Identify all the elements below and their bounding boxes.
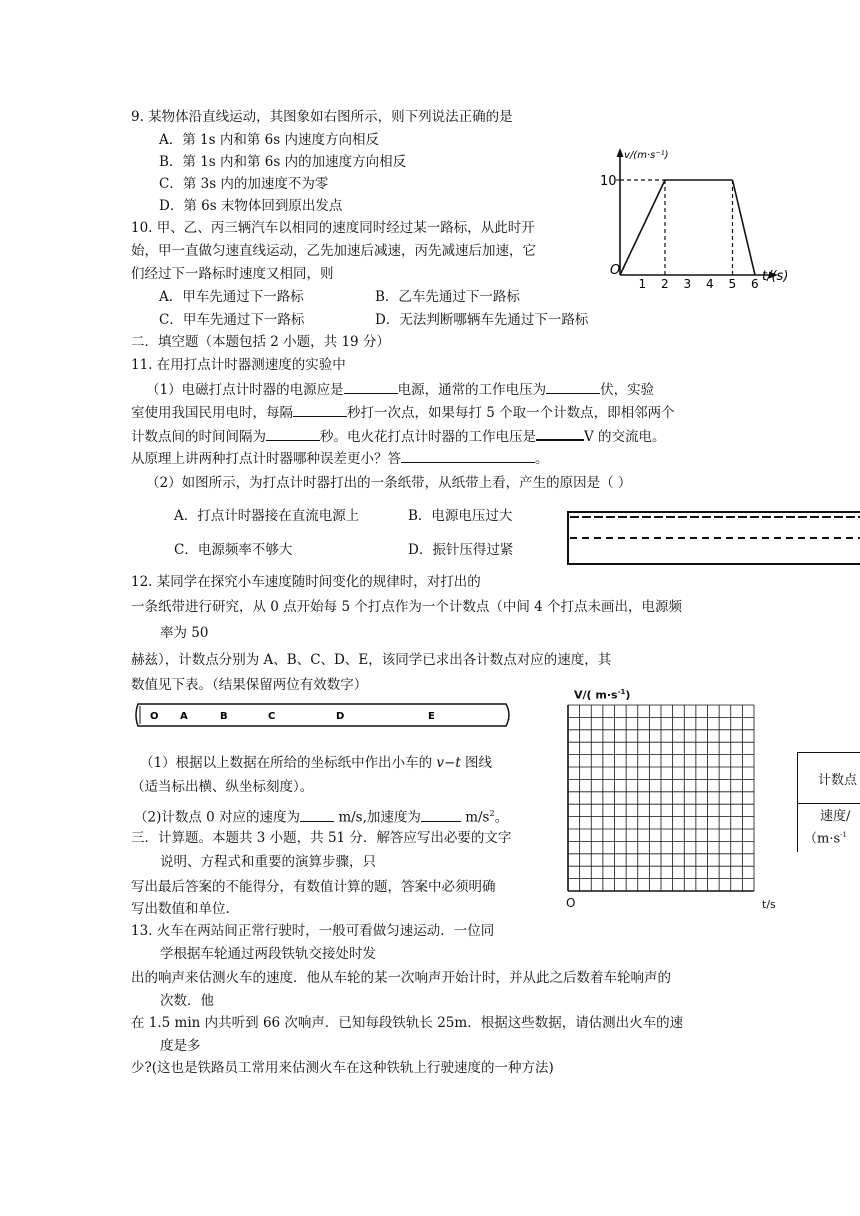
graph-paper-grid [566,703,756,893]
q11-option-c: C．电源频率不够大 [174,542,293,558]
q9-option-a: A．第 1s 内和第 6s 内速度方向相反 [159,132,379,148]
section-3-line-4: 写出数值和单位. [131,901,230,917]
q11-part1-line3 [131,426,666,446]
table-cell-velocity [798,804,860,853]
velocity-time-graph [598,140,798,290]
vt-x-tick-label: 2 [661,277,669,291]
q12-line-4: 赫兹），计数点分别为 A、B、C、D、E，该同学已求出各计数点对应的速度，其 [131,652,612,668]
q11-part1-line2 [131,403,675,422]
q13-line-2: 学根据车轮通过两段铁轨交接处时发 [160,946,376,962]
vt-x-tick-label: 4 [706,277,714,291]
vt-line-segment [620,180,665,275]
section-3-line-2: 说明、方程式和重要的演算步骤，只 [160,854,376,870]
grid-y-label-end: ) [625,688,631,702]
q11-text: 电源，通常的工作电压为 [397,382,547,398]
vt-x-tick-label: 3 [683,277,692,291]
velocity-table-clip [797,752,860,852]
vt-y-arrow [617,148,624,157]
q12-text: m/s [460,809,490,826]
table-row [798,753,860,804]
q11-option-b: B．电源电压过大 [408,508,513,524]
velocity-table [797,752,860,852]
q12-superscript: 2 [489,809,495,818]
table-velocity-label: 速度/ [820,808,851,824]
tape-label-e: E [428,711,435,722]
q11-text: 秒。电火花打点计时器的工作电压是 [320,429,536,445]
blank-answer [401,449,535,463]
q12-text: 图线 [460,755,493,771]
q10-line-1: 10. 甲、乙、丙三辆汽车以相同的速度同时经过某一路标，从此时开 [131,220,535,236]
q11-part1-line1 [146,380,654,399]
q12-line-1: 12. 某同学在探究小车速度随时间变化的规律时，对打出的 [131,574,481,590]
q9-option-b: B．第 1s 内和第 6s 内的加速度方向相反 [159,154,407,170]
vt-origin: O [610,263,621,278]
q10-line-3: 们经过下一路标时速度又相同，则 [131,266,334,282]
q11-option-a: A．打点计时器接在直流电源上 [174,508,360,524]
q12-sub2 [134,805,508,827]
q13-line-7: 少?(这也是铁路员工常用来估测火车在这种铁轨上行驶速度的一种方法) [131,1060,554,1076]
grid-origin: O [566,896,576,910]
q11-text: V 的交流电。 [584,429,666,445]
tape-label-b: B [220,711,228,722]
vt-line-segment [733,180,756,275]
vt-x-tick-label: 5 [728,277,737,291]
q11-text: 计数点间的时间间隔为 [131,429,266,445]
q9-option-c: C．第 3s 内的加速度不为零 [159,176,329,192]
blank-acceleration [421,808,461,822]
q9-option-d: D．第 6s 末物体回到原出发点 [159,198,343,214]
q9-stem: 9. 某物体沿直线运动，其图象如右图所示，则下列说法正确的是 [131,109,513,125]
q12-line-3: 率为 50 [160,625,209,641]
q10-option-b: B．乙车先通过下一路标 [375,289,520,305]
vt-x-axis-label: t/(s) [762,269,789,284]
blank-spark-voltage [536,426,584,441]
q11-part1-line4 [131,449,549,468]
q13-line-5: 在 1.5 min 内共听到 66 次响声．已知每段铁轨长 25m．根据这些数据，请估测出火车的速 [131,1015,684,1031]
q11-part2: （2）如图所示，为打点计时器打出的一条纸带，从纸带上看，产生的原因是（ ） [146,475,632,491]
blank-count-interval [266,427,320,441]
tape-label-a: A [180,711,188,722]
tape-label-o: O [150,711,159,722]
q12-text: 。 [494,809,509,826]
q11-text: 伏，实验 [600,382,655,398]
q10-option-a: A．甲车先通过下一路标 [159,289,304,305]
q13-line-6: 度是多 [160,1038,201,1054]
grid-y-label-text: V/( m·s [574,688,618,702]
grid-x-label: t/s [762,898,776,911]
vt-y-axis-label: v/(m·s⁻¹) [624,150,669,161]
q10-option-d: D．无法判断哪辆车先通过下一路标 [375,312,589,328]
q12-text: （2)计数点 0 对应的速度为 [134,809,301,826]
q10-option-c: C．甲车先通过下一路标 [159,312,305,328]
q11-text: （1）电磁打点计时器的电源应是 [146,382,344,398]
q12-text: （1）根据以上数据在所给的坐标纸中作出小车的 [140,755,437,771]
blank-interval [293,403,347,417]
q11-option-d: D．振针压得过紧 [408,542,514,558]
section-2-heading: 二．填空题（本题包括 2 小题，共 19 分） [131,334,390,350]
q12-sub1-line2: （适当标出横、纵坐标刻度）。 [131,779,314,795]
q12-sub1-line1 [140,754,492,772]
table-row [798,804,860,853]
tape-label-d: D [336,711,345,722]
q11-text: 从原理上讲两种打点计时器哪种误差更小？答 [131,451,401,467]
q12-line-2: 一条纸带进行研究，从 0 点开始每 5 个打点作为一个计数点（中间 4 个打点未画出，电源频 [131,599,683,615]
section-3-line-1: 三．计算题。本题共 3 小题，共 51 分．解答应写出必要的文字 [131,830,512,846]
vt-x-tick-label: 1 [638,277,647,291]
q12-text: m/s,加速度为 [334,809,421,826]
q12-vt-symbol: v−t [436,755,461,771]
grid-y-label [574,688,630,702]
q13-line-4: 次数．他 [160,993,214,1009]
blank-voltage [546,380,600,394]
vt-y-tick-10: 10 [600,174,617,189]
tape-label-c: C [268,711,276,722]
table-velocity-unit: （$m\cdot s^{-1}$ [804,830,847,847]
q10-line-2: 始，甲一直做匀速直线运动，乙先加速后减速，丙先减速后加速，它 [131,243,536,259]
section-3-line-3: 写出最后答案的不能得分，有数值计算的题，答案中必须明确 [131,879,496,895]
blank-initial-velocity [300,808,334,822]
counting-tape [134,702,514,728]
q11-stem: 11. 在用打点计时器测速度的实验中 [131,357,346,373]
grid-y-label-sup: -1 [617,688,626,696]
q11-text: 室使用我国民用电时，每隔 [131,405,293,421]
vt-x-tick-label: 6 [751,277,759,291]
blank-power-type [344,380,398,394]
q11-text: 秒打一次点，如果每打 5 个取一个计数点，即相邻两个 [347,405,675,421]
q12-line-5: 数值见下表。（结果保留两位有效数字） [131,677,368,693]
q11-text: 。 [535,451,549,467]
table-cell-count-points: 计数点 [798,753,860,804]
q13-line-3: 出的响声来估测火车的速度．他从车轮的某一次响声开始计时，并从此之后数着车轮响声的 [131,970,671,986]
paper-tape-figure [566,510,860,566]
q13-line-1: 13. 火车在两站间正常行驶时，一般可看做匀速运动．一位同 [131,923,495,939]
